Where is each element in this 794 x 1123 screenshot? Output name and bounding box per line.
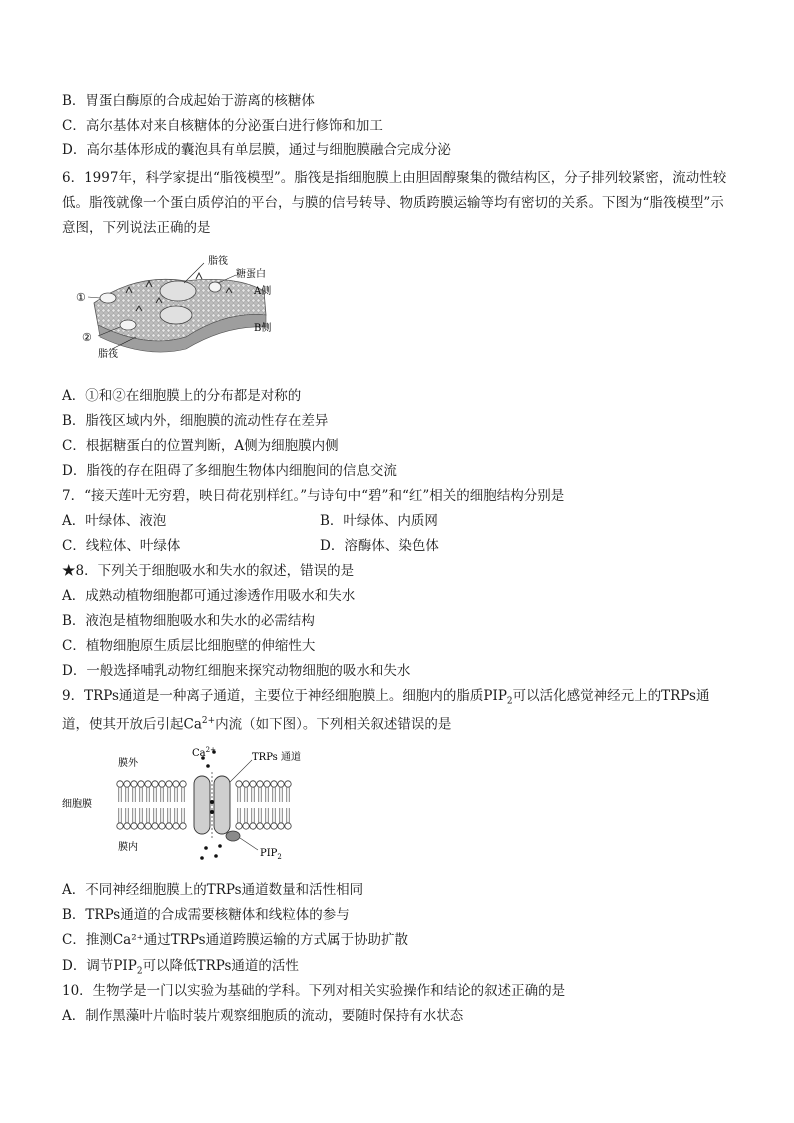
q6-option-a: A．①和②在细胞膜上的分布都是对称的: [62, 388, 302, 404]
glycoprotein: [209, 282, 221, 292]
label-1: ①: [76, 291, 86, 304]
label-side-a: A侧: [254, 286, 272, 297]
phospholipid-head: [131, 781, 137, 787]
q9-stem-sub: 2: [506, 696, 513, 707]
q7-option-a: A．叶绿体、液泡: [62, 513, 167, 529]
phospholipid-head: [180, 781, 186, 787]
phospholipid-tail: [266, 808, 268, 823]
phospholipid-tail: [147, 787, 149, 802]
phospholipid-head: [159, 823, 165, 829]
phospholipid-tail: [154, 787, 156, 802]
q9-stem-part-3: 道，使其开放后引起Ca: [62, 716, 202, 733]
phospholipid-tail: [287, 808, 289, 823]
q5-option-d: D．高尔基体形成的囊泡具有单层膜，通过与细胞膜融合完成分泌: [62, 142, 451, 158]
q9-stem-line-2: [62, 712, 451, 734]
q7-option-c: C．线粒体、叶绿体: [62, 538, 181, 554]
phospholipid-head: [117, 823, 123, 829]
phospholipid-head: [278, 781, 284, 787]
q9-stem-sup: 2+: [201, 716, 216, 726]
phospholipid-head: [159, 781, 165, 787]
label-pip2: $PIP_2$: [260, 848, 282, 861]
phospholipid-head: [236, 823, 242, 829]
phospholipid-tail: [273, 808, 275, 823]
phospholipid-tail: [238, 808, 240, 823]
q6-option-d: D．脂筏的存在阻碍了多细胞生物体内细胞间的信息交流: [62, 463, 397, 479]
protein-1: [100, 293, 116, 303]
q7-option-row-2: [62, 537, 439, 555]
label-membrane: 细胞膜: [62, 799, 92, 810]
q10-stem: 10．生物学是一门以实验为基础的学科。下列对相关实验操作和结论的叙述正确的是: [62, 983, 566, 999]
phospholipid-head: [152, 823, 158, 829]
phospholipid-tail: [168, 787, 170, 802]
q6-option-b: B．脂筏区域内外，细胞膜的流动性存在差异: [62, 413, 329, 429]
phospholipid-head: [180, 823, 186, 829]
phospholipid-head: [285, 823, 291, 829]
q9-option-d-part-2: 可以降低TRPs通道的活性: [142, 958, 299, 974]
phospholipid-head: [243, 823, 249, 829]
q5-option-c: C．高尔基体对来自核糖体的分泌蛋白进行修饰和加工: [62, 118, 383, 134]
phospholipid-head: [250, 781, 256, 787]
phospholipid-head: [173, 823, 179, 829]
phospholipid-head: [285, 781, 291, 787]
phospholipid-head: [278, 823, 284, 829]
q8-option-d: D．一般选择哺乳动物红细胞来探究动物细胞的吸水和失水: [62, 663, 411, 679]
phospholipid-head: [145, 823, 151, 829]
label-glycoprotein: 糖蛋白: [236, 269, 266, 280]
protein-2: [120, 320, 136, 330]
phospholipid-head: [117, 781, 123, 787]
label-inside: 膜内: [118, 842, 138, 853]
phospholipid-tail: [175, 787, 177, 802]
label-ca: $Ca^{2+}$: [192, 746, 216, 759]
phospholipid-tail: [280, 787, 282, 802]
phospholipid-head: [243, 781, 249, 787]
phospholipid-head: [257, 823, 263, 829]
phospholipid-tail: [161, 808, 163, 823]
q5-option-b: B．胃蛋白酶原的合成起始于游离的核糖体: [62, 93, 315, 109]
phospholipid-tail: [147, 808, 149, 823]
phospholipid-tail: [133, 808, 135, 823]
phospholipid-tail: [259, 808, 261, 823]
phospholipid-head: [264, 823, 270, 829]
phospholipid-tail: [140, 787, 142, 802]
q9-option-a: A．不同神经细胞膜上的TRPs通道数量和活性相同: [62, 882, 364, 898]
phospholipid-tail: [119, 808, 121, 823]
label-2: ②: [82, 331, 92, 344]
phospholipid-tail: [245, 787, 247, 802]
phospholipid-tail: [154, 808, 156, 823]
phospholipid-tail: [168, 808, 170, 823]
phospholipid-head: [271, 781, 277, 787]
q6-option-c: C．根据糖蛋白的位置判断，A侧为细胞膜内侧: [62, 438, 339, 454]
phospholipid-tail: [252, 787, 254, 802]
q9-option-d-sub: 2: [136, 966, 143, 977]
label-raft-top: 脂筏: [208, 256, 228, 267]
phospholipid-tail: [175, 808, 177, 823]
phospholipid-head: [257, 781, 263, 787]
phospholipid-head: [138, 781, 144, 787]
trps-channel-left: [194, 776, 210, 834]
phospholipid-tail: [287, 787, 289, 802]
phospholipid-tail: [238, 787, 240, 802]
phospholipid-tail: [259, 787, 261, 802]
phospholipid-tail: [119, 787, 121, 802]
q9-stem-line-1: [62, 687, 709, 711]
phospholipid-head: [236, 781, 242, 787]
label-side-b: B侧: [254, 323, 272, 334]
phospholipid-head: [250, 823, 256, 829]
q9-stem-part-4: 内流（如下图）。下列相关叙述错误的是: [215, 716, 452, 733]
phospholipid-tail: [280, 808, 282, 823]
raft-dome-top: [160, 281, 196, 301]
phospholipid-head: [166, 781, 172, 787]
phospholipid-tail: [133, 787, 135, 802]
phospholipid-head: [131, 823, 137, 829]
q8-option-c: C．植物细胞原生质层比细胞壁的伸缩性大: [62, 638, 316, 654]
label-outside: 膜外: [118, 758, 138, 769]
phospholipid-head: [124, 823, 130, 829]
phospholipid-head: [271, 823, 277, 829]
phospholipid-head: [138, 823, 144, 829]
raft-dome-bottom: [160, 306, 192, 324]
phospholipid-tail: [182, 808, 184, 823]
q10-option-a: A．制作黑藻叶片临时装片观察细胞质的流动，要随时保持有水状态: [62, 1008, 464, 1024]
phospholipid-head: [145, 781, 151, 787]
phospholipid-tail: [252, 808, 254, 823]
q8-option-a: A．成熟动植物细胞都可通过渗透作用吸水和失水: [62, 588, 356, 604]
phospholipid-tail: [266, 787, 268, 802]
phospholipid-tail: [273, 787, 275, 802]
pip2-molecule: [226, 831, 240, 841]
phospholipid-tail: [140, 808, 142, 823]
q9-option-b: B．TRPs通道的合成需要核糖体和线粒体的参与: [62, 907, 350, 923]
q9-stem-part-2: 可以活化感觉神经元上的TRPs通: [512, 688, 710, 704]
label-channel: TRPs 通道: [252, 752, 301, 763]
trps-channel-figure: [62, 744, 312, 862]
q7-stem: 7．“接天莲叶无穷碧，映日荷花别样红。”与诗句中“碧”和“红”相关的细胞结构分别是: [62, 488, 565, 504]
phospholipid-head: [264, 781, 270, 787]
q6-stem: 6．1997年，科学家提出“脂筏模型”。脂筏是指细胞膜上由胆固醇聚集的微结构区，分子排列较紧密，流动性较低。脂筏就像一个蛋白质停泊的平台，与膜的信号转导、物质跨膜运输等均有密切的关系。下图为“脂筏模型”示意图，下列说法正确的是: [62, 170, 727, 236]
q7-option-row-1: [62, 512, 438, 530]
phospholipid-head: [152, 781, 158, 787]
phospholipid-head: [166, 823, 172, 829]
trps-channel-right: [214, 776, 230, 834]
phospholipid-tail: [126, 787, 128, 802]
q9-option-d: [62, 957, 299, 981]
phospholipid-tail: [126, 808, 128, 823]
q9-stem-part-1: 9．TRPs通道是一种离子通道，主要位于神经细胞膜上。细胞内的脂质PIP: [62, 688, 507, 704]
lipid-raft-figure: [76, 253, 286, 361]
phospholipid-tail: [245, 808, 247, 823]
q9-option-c: C．推测Ca²⁺通过TRPs通道跨膜运输的方式属于协助扩散: [62, 932, 409, 948]
phospholipid-head: [173, 781, 179, 787]
q8-option-b: B．液泡是植物细胞吸水和失水的必需结构: [62, 613, 315, 629]
q7-option-b: B．叶绿体、内质网: [320, 513, 438, 529]
q8-stem: ★8．下列关于细胞吸水和失水的叙述，错误的是: [62, 563, 355, 579]
label-raft-bottom: 脂筏: [98, 349, 118, 360]
q9-option-d-part-1: D．调节PIP: [62, 958, 137, 974]
phospholipid-tail: [182, 787, 184, 802]
q7-option-d: D．溶酶体、染色体: [320, 538, 439, 554]
phospholipid-tail: [161, 787, 163, 802]
phospholipid-head: [124, 781, 130, 787]
